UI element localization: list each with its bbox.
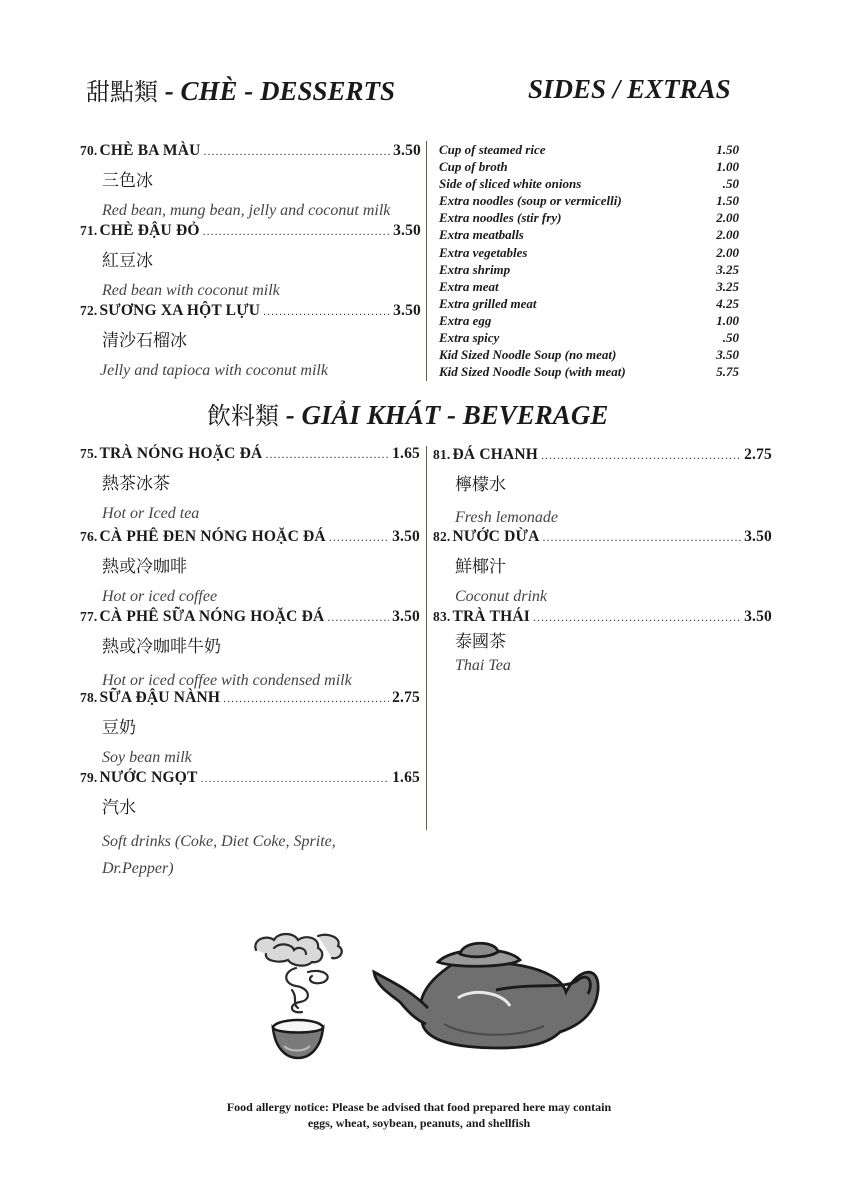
item-name: CHÈ BA MÀU xyxy=(99,142,201,159)
extras-label: Extra noodles (soup or vermicelli) xyxy=(439,193,622,209)
menu-item-81 xyxy=(433,446,772,531)
menu-item-82 xyxy=(433,528,772,610)
extras-price: 3.50 xyxy=(716,347,739,363)
item-chinese-name: 汽水 xyxy=(102,798,136,818)
extras-price: .50 xyxy=(722,330,739,346)
item-price: 1.65 xyxy=(392,769,420,786)
item-name: SƯƠNG XA HỘT LỰU xyxy=(99,302,261,319)
item-description-line1: Soft drinks (Coke, Diet Coke, Sprite, xyxy=(102,833,336,850)
item-number: 79. xyxy=(80,770,98,785)
extras-price: 5.75 xyxy=(716,364,739,380)
item-description: Jelly and tapioca with coconut milk xyxy=(100,362,328,379)
dot-leader xyxy=(263,304,390,319)
allergy-notice-line2: eggs, wheat, soybean, peanuts, and shellfish xyxy=(307,1116,531,1130)
extras-label: Extra egg xyxy=(439,312,492,328)
extras-price: 2.00 xyxy=(716,244,739,260)
extras-price: 1.00 xyxy=(716,312,739,328)
item-name: CHÈ ĐẬU ĐỎ xyxy=(99,222,200,239)
extras-row xyxy=(439,192,739,209)
extras-price: 3.25 xyxy=(716,278,739,294)
extras-row xyxy=(439,261,739,278)
item-number: 72. xyxy=(80,303,98,318)
teapot-icon xyxy=(374,943,598,1048)
extras-price: .50 xyxy=(722,176,739,192)
extras-list xyxy=(439,141,739,380)
dot-leader xyxy=(265,447,389,462)
item-number: 77. xyxy=(80,609,98,624)
menu-item-76 xyxy=(80,528,420,610)
dot-leader xyxy=(329,530,389,545)
item-chinese-name: 豆奶 xyxy=(102,718,136,738)
beverage-heading xyxy=(207,396,608,431)
column-divider-top xyxy=(426,141,427,381)
menu-item-70 xyxy=(80,142,421,224)
menu-item-78 xyxy=(80,689,420,771)
item-number: 78. xyxy=(80,690,98,705)
teacup-icon xyxy=(273,1020,323,1058)
item-price: 3.50 xyxy=(393,142,421,159)
steam-icon xyxy=(255,934,341,1012)
item-description xyxy=(102,828,420,882)
extras-price: 1.50 xyxy=(716,142,739,157)
extras-price: 1.50 xyxy=(716,193,739,209)
extras-row xyxy=(439,363,739,380)
item-description-line2: Dr.Pepper) xyxy=(102,860,174,877)
extras-label: Extra noodles (stir fry) xyxy=(439,210,562,226)
item-number: 83. xyxy=(433,609,451,624)
allergy-notice xyxy=(0,1099,848,1131)
extras-label: Extra grilled meat xyxy=(439,295,537,311)
item-chinese-name: 紅豆冰 xyxy=(102,251,153,271)
item-price: 3.50 xyxy=(393,222,421,239)
extras-row xyxy=(439,226,739,243)
item-name: TRÀ NÓNG HOẶC ĐÁ xyxy=(99,445,263,462)
item-chinese-name: 鮮椰汁 xyxy=(455,557,506,577)
extras-row xyxy=(439,312,739,329)
item-price: 3.50 xyxy=(392,608,420,625)
item-description: Hot or iced coffee with condensed milk xyxy=(102,672,352,689)
dot-leader xyxy=(533,610,741,625)
extras-row xyxy=(439,209,739,226)
item-chinese-name: 檸檬水 xyxy=(455,475,506,495)
item-number: 82. xyxy=(433,529,451,544)
item-price: 3.50 xyxy=(392,528,420,545)
item-name: ĐÁ CHANH xyxy=(452,446,539,463)
item-description: Coconut drink xyxy=(455,588,547,605)
item-description: Soy bean milk xyxy=(102,749,192,766)
item-price: 3.50 xyxy=(393,302,421,319)
item-chinese-name: 熱或冷咖啡 xyxy=(102,557,187,577)
item-number: 81. xyxy=(433,447,451,462)
menu-item-77 xyxy=(80,608,420,694)
item-name: NƯỚC NGỌT xyxy=(99,769,198,786)
extras-row xyxy=(439,346,739,363)
dot-leader xyxy=(542,530,741,545)
extras-price: 1.00 xyxy=(716,159,739,175)
item-price: 2.75 xyxy=(744,446,772,463)
extras-price: 2.00 xyxy=(716,210,739,226)
extras-label: Cup of broth xyxy=(439,159,508,175)
extras-label: Extra shrimp xyxy=(439,261,511,277)
item-description: Hot or iced coffee xyxy=(102,588,218,605)
item-number: 70. xyxy=(80,143,98,158)
dot-leader xyxy=(203,224,390,239)
item-number: 71. xyxy=(80,223,98,238)
extras-label: Kid Sized Noodle Soup (with meat) xyxy=(439,364,626,380)
sides-heading: SIDES / EXTRAS xyxy=(528,74,731,104)
extras-label: Side of sliced white onions xyxy=(439,176,582,192)
tea-illustration xyxy=(248,928,608,1068)
menu-item-75 xyxy=(80,445,420,527)
extras-label: Extra meat xyxy=(439,278,499,294)
item-chinese-name: 泰國茶 xyxy=(455,632,506,652)
desserts-heading-text: - CHÈ - DESSERTS xyxy=(158,76,396,106)
menu-item-79 xyxy=(80,769,420,882)
beverage-heading-text: - GIẢI KHÁT - BEVERAGE xyxy=(279,400,609,430)
item-number: 75. xyxy=(80,446,98,461)
item-description: Hot or Iced tea xyxy=(102,505,200,522)
extras-label: Cup of steamed rice xyxy=(439,142,546,157)
item-number: 76. xyxy=(80,529,98,544)
menu-item-72 xyxy=(80,302,421,384)
item-name: NƯỚC DỪA xyxy=(452,528,540,545)
extras-row xyxy=(439,244,739,261)
extras-row xyxy=(439,329,739,346)
menu-item-71 xyxy=(80,222,421,304)
extras-row xyxy=(439,158,739,175)
item-description: Thai Tea xyxy=(455,657,511,674)
item-description: Fresh lemonade xyxy=(455,509,558,526)
item-price: 3.50 xyxy=(744,528,772,545)
dot-leader xyxy=(541,448,741,463)
extras-row xyxy=(439,175,739,192)
desserts-heading-zh: 甜點類 xyxy=(86,78,158,106)
dot-leader xyxy=(223,691,389,706)
extras-label: Extra spicy xyxy=(439,330,500,346)
dot-leader xyxy=(327,610,389,625)
item-description: Red bean with coconut milk xyxy=(102,282,280,299)
extras-row xyxy=(439,295,739,312)
item-price: 3.50 xyxy=(744,608,772,625)
extras-row xyxy=(439,278,739,295)
item-price: 2.75 xyxy=(392,689,420,706)
dot-leader xyxy=(204,144,391,159)
column-divider-bottom xyxy=(426,446,427,830)
allergy-notice-line1: Food allergy notice: Please be advised that food prepared here may contain xyxy=(226,1100,612,1114)
item-price: 1.65 xyxy=(392,445,420,462)
item-name: CÀ PHÊ SỮA NÓNG HOẶC ĐÁ xyxy=(99,608,325,625)
desserts-heading xyxy=(86,72,395,107)
item-name: SỮA ĐẬU NÀNH xyxy=(99,689,221,706)
beverage-heading-zh: 飲料類 xyxy=(207,402,279,430)
menu-item-83 xyxy=(433,608,772,679)
item-name: TRÀ THÁI xyxy=(452,608,531,625)
extras-label: Extra vegetables xyxy=(439,244,528,260)
item-chinese-name: 清沙石榴冰 xyxy=(102,331,187,351)
extras-label: Extra meatballs xyxy=(439,227,524,243)
item-name: CÀ PHÊ ĐEN NÓNG HOẶC ĐÁ xyxy=(99,528,326,545)
dot-leader xyxy=(201,771,389,786)
extras-price: 4.25 xyxy=(716,295,739,311)
item-chinese-name: 三色冰 xyxy=(102,171,153,191)
extras-label: Kid Sized Noodle Soup (no meat) xyxy=(439,347,617,363)
item-chinese-name: 熱或冷咖啡牛奶 xyxy=(102,637,221,657)
item-chinese-name: 熱茶冰茶 xyxy=(102,474,170,494)
item-description: Red bean, mung bean, jelly and coconut milk xyxy=(102,202,391,219)
extras-row xyxy=(439,141,739,158)
extras-price: 3.25 xyxy=(716,261,739,277)
extras-price: 2.00 xyxy=(716,227,739,243)
